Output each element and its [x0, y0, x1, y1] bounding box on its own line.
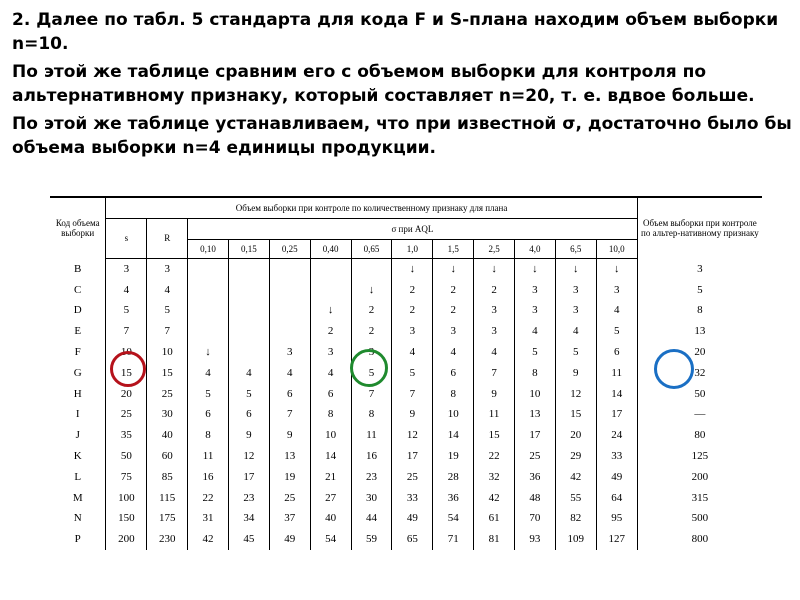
table-row [50, 300, 762, 321]
s-cell: 25 [106, 404, 147, 425]
value-cell: 3 [474, 321, 515, 342]
alt-cell: 315 [637, 487, 762, 508]
table-row [50, 383, 762, 404]
value-cell: 6 [596, 342, 637, 363]
value-cell: 2 [474, 279, 515, 300]
header-aql: 0,65 [351, 239, 392, 258]
value-cell: 82 [555, 508, 596, 529]
value-cell: 10 [310, 425, 351, 446]
value-cell: 6 [433, 362, 474, 383]
value-cell: 6 [188, 404, 229, 425]
value-cell: 22 [474, 446, 515, 467]
code-cell: P [74, 533, 81, 546]
value-cell [228, 342, 269, 363]
value-cell [188, 279, 229, 300]
value-cell: 7 [269, 404, 310, 425]
value-cell: 17 [515, 425, 556, 446]
value-cell: 33 [392, 487, 433, 508]
alt-cell: 80 [637, 425, 762, 446]
value-cell: 4 [433, 342, 474, 363]
value-cell: 36 [433, 487, 474, 508]
r-cell: 15 [147, 362, 188, 383]
r-cell: 115 [147, 487, 188, 508]
value-cell: 16 [351, 446, 392, 467]
r-cell: 40 [147, 425, 188, 446]
value-cell: 55 [555, 487, 596, 508]
code-cell: E [74, 325, 82, 338]
header-aql: 6,5 [555, 239, 596, 258]
value-cell: 23 [351, 466, 392, 487]
alt-cell: 8 [637, 300, 762, 321]
table-row [50, 487, 762, 508]
value-cell: 17 [596, 404, 637, 425]
value-cell: 8 [351, 404, 392, 425]
value-cell [351, 258, 392, 279]
code-cell: H [73, 387, 82, 400]
sample-size-table [50, 196, 762, 600]
value-cell: 9 [474, 383, 515, 404]
value-cell: 20 [555, 425, 596, 446]
value-cell: 8 [310, 404, 351, 425]
value-cell: 12 [555, 383, 596, 404]
value-cell: 5 [228, 383, 269, 404]
value-cell: 40 [310, 508, 351, 529]
value-cell: 8 [188, 425, 229, 446]
arrow-down-icon: ↓ [515, 258, 556, 279]
arrow-down-icon: ↓ [188, 342, 229, 363]
value-cell: 71 [433, 529, 474, 550]
alt-cell: 125 [637, 446, 762, 467]
s-cell: 35 [106, 425, 147, 446]
s-cell: 50 [106, 446, 147, 467]
alt-cell: 500 [637, 508, 762, 529]
table-row [50, 508, 762, 529]
value-cell: 3 [269, 342, 310, 363]
value-cell: 9 [269, 425, 310, 446]
value-cell: 42 [555, 466, 596, 487]
header-group: Объем выборки при контроле по количественному признаку для плана [106, 197, 637, 219]
alt-cell: 3 [637, 258, 762, 279]
value-cell: 8 [515, 362, 556, 383]
value-cell: 5 [515, 342, 556, 363]
highlight-circle-red [110, 351, 146, 387]
table-row [50, 466, 762, 487]
table-row [50, 258, 762, 279]
value-cell: 34 [228, 508, 269, 529]
value-cell: 25 [515, 446, 556, 467]
highlight-circle-green [350, 349, 388, 387]
value-cell [310, 258, 351, 279]
r-cell: 4 [147, 279, 188, 300]
value-cell [310, 279, 351, 300]
value-cell: 29 [555, 446, 596, 467]
code-cell: D [73, 304, 82, 317]
value-cell: 14 [433, 425, 474, 446]
s-cell: 100 [106, 487, 147, 508]
value-cell: 23 [228, 487, 269, 508]
s-cell: 10 [106, 342, 147, 363]
value-cell: 4 [515, 321, 556, 342]
table-row [50, 446, 762, 467]
value-cell: 9 [228, 425, 269, 446]
value-cell: 4 [269, 362, 310, 383]
value-cell: 2 [310, 321, 351, 342]
alt-cell: 20 [637, 342, 762, 363]
value-cell: 49 [392, 508, 433, 529]
value-cell: 3 [392, 321, 433, 342]
alt-cell: 50 [637, 383, 762, 404]
alt-cell: 13 [637, 321, 762, 342]
value-cell: 49 [596, 466, 637, 487]
header-aql: 10,0 [596, 239, 637, 258]
table-row [50, 279, 762, 300]
value-cell [188, 300, 229, 321]
value-cell: 14 [310, 446, 351, 467]
r-cell: 5 [147, 300, 188, 321]
r-cell: 25 [147, 383, 188, 404]
s-cell: 4 [106, 279, 147, 300]
value-cell: 15 [555, 404, 596, 425]
s-cell: 200 [106, 529, 147, 550]
value-cell: 13 [515, 404, 556, 425]
header-aql: 1,0 [392, 239, 433, 258]
value-cell: 28 [433, 466, 474, 487]
value-cell [188, 258, 229, 279]
r-cell: 175 [147, 508, 188, 529]
code-cell: L [74, 470, 82, 483]
value-cell: 3 [433, 321, 474, 342]
value-cell: 5 [555, 342, 596, 363]
table-row [50, 404, 762, 425]
value-cell: 8 [433, 383, 474, 404]
r-cell: 60 [147, 446, 188, 467]
r-cell: 10 [147, 342, 188, 363]
value-cell: 30 [351, 487, 392, 508]
value-cell: 10 [515, 383, 556, 404]
code-cell: C [74, 283, 82, 296]
value-cell: 12 [392, 425, 433, 446]
value-cell: 5 [596, 321, 637, 342]
s-cell: 20 [106, 383, 147, 404]
code-cell: G [73, 366, 82, 379]
value-cell: 3 [351, 342, 392, 363]
s-cell: 75 [106, 466, 147, 487]
r-cell: 3 [147, 258, 188, 279]
r-cell: 230 [147, 529, 188, 550]
value-cell: 2 [351, 321, 392, 342]
value-cell: 2 [392, 300, 433, 321]
header-aql: 0,15 [228, 239, 269, 258]
value-cell: 15 [474, 425, 515, 446]
paragraph-1: 2. Далее по табл. 5 стандарта для кода F и S-плана находим объем выборки n=10. [12, 10, 779, 54]
value-cell: 16 [188, 466, 229, 487]
value-cell: 3 [596, 279, 637, 300]
value-cell: 61 [474, 508, 515, 529]
arrow-down-icon: ↓ [555, 258, 596, 279]
code-cell: J [75, 429, 80, 442]
header-aql: 2,5 [474, 239, 515, 258]
value-cell: 109 [555, 529, 596, 550]
value-cell: 3 [515, 300, 556, 321]
code-cell: N [73, 512, 82, 525]
arrow-down-icon: ↓ [474, 258, 515, 279]
value-cell: 9 [555, 362, 596, 383]
s-cell: 150 [106, 508, 147, 529]
value-cell: 49 [269, 529, 310, 550]
value-cell: 65 [392, 529, 433, 550]
value-cell [228, 258, 269, 279]
value-cell: 4 [310, 362, 351, 383]
value-cell: 21 [310, 466, 351, 487]
header-aql: 0,25 [269, 239, 310, 258]
highlight-circle-blue [654, 349, 694, 389]
value-cell: 3 [515, 279, 556, 300]
value-cell: 2 [433, 279, 474, 300]
value-cell: 44 [351, 508, 392, 529]
value-cell: 17 [228, 466, 269, 487]
code-cell: F [74, 346, 81, 359]
value-cell: 42 [188, 529, 229, 550]
arrow-down-icon: ↓ [310, 300, 351, 321]
value-cell: 12 [228, 446, 269, 467]
value-cell: 4 [392, 342, 433, 363]
r-cell: 85 [147, 466, 188, 487]
code-cell: K [73, 450, 82, 463]
value-cell: 127 [596, 529, 637, 550]
value-cell: 3 [555, 279, 596, 300]
value-cell: 45 [228, 529, 269, 550]
value-cell: 54 [310, 529, 351, 550]
table-row [50, 321, 762, 342]
r-cell: 7 [147, 321, 188, 342]
value-cell: 2 [351, 300, 392, 321]
arrow-down-icon: ↓ [596, 258, 637, 279]
paragraph-3: По этой же таблице устанавливаем, что при известной σ, достаточно было бы объема выборки n=4 единицы продукции. [12, 114, 792, 158]
value-cell: 6 [310, 383, 351, 404]
value-cell [269, 300, 310, 321]
s-cell: 5 [106, 300, 147, 321]
value-cell [228, 300, 269, 321]
value-cell: 93 [515, 529, 556, 550]
value-cell: 3 [310, 342, 351, 363]
value-cell: 19 [433, 446, 474, 467]
header-code: Код объема выборки [50, 197, 106, 258]
value-cell: 13 [269, 446, 310, 467]
code-cell: B [74, 262, 82, 275]
table-row [50, 425, 762, 446]
value-cell: 64 [596, 487, 637, 508]
header-aql: 0,40 [310, 239, 351, 258]
value-cell: 42 [474, 487, 515, 508]
text-block [12, 8, 792, 164]
value-cell [188, 321, 229, 342]
value-cell: 25 [269, 487, 310, 508]
value-cell [269, 258, 310, 279]
value-cell: 14 [596, 383, 637, 404]
value-cell: 17 [392, 446, 433, 467]
value-cell: 27 [310, 487, 351, 508]
value-cell: 2 [433, 300, 474, 321]
s-cell: 7 [106, 321, 147, 342]
value-cell: 22 [188, 487, 229, 508]
value-cell: 7 [392, 383, 433, 404]
value-cell: 37 [269, 508, 310, 529]
value-cell: 4 [474, 342, 515, 363]
value-cell: 3 [555, 300, 596, 321]
r-cell: 30 [147, 404, 188, 425]
alt-cell: — [637, 404, 762, 425]
value-cell: 11 [474, 404, 515, 425]
value-cell: 4 [596, 300, 637, 321]
code-cell: I [75, 408, 80, 421]
value-cell: 95 [596, 508, 637, 529]
value-cell: 32 [474, 466, 515, 487]
alt-cell: 32 [637, 362, 762, 383]
value-cell: 81 [474, 529, 515, 550]
value-cell: 11 [351, 425, 392, 446]
alt-cell: 800 [637, 529, 762, 550]
alt-cell: 5 [637, 279, 762, 300]
value-cell: 36 [515, 466, 556, 487]
value-cell: 54 [433, 508, 474, 529]
value-cell: 6 [269, 383, 310, 404]
arrow-down-icon: ↓ [351, 279, 392, 300]
value-cell: 5 [392, 362, 433, 383]
value-cell: 2 [392, 279, 433, 300]
s-cell: 15 [106, 362, 147, 383]
code-cell: M [72, 491, 83, 504]
header-s: s [106, 219, 147, 259]
value-cell: 70 [515, 508, 556, 529]
value-cell: 59 [351, 529, 392, 550]
header-aql: 1,5 [433, 239, 474, 258]
arrow-down-icon: ↓ [433, 258, 474, 279]
value-cell: 48 [515, 487, 556, 508]
value-cell [228, 321, 269, 342]
header-aql: 0,10 [188, 239, 229, 258]
value-cell: 9 [392, 404, 433, 425]
value-cell: 5 [188, 383, 229, 404]
value-cell: 11 [596, 362, 637, 383]
value-cell: 7 [351, 383, 392, 404]
value-cell: 19 [269, 466, 310, 487]
value-cell: 5 [351, 362, 392, 383]
value-cell: 3 [474, 300, 515, 321]
value-cell [269, 279, 310, 300]
value-cell: 4 [555, 321, 596, 342]
value-cell: 33 [596, 446, 637, 467]
alt-cell: 200 [637, 466, 762, 487]
arrow-down-icon: ↓ [392, 258, 433, 279]
s-cell: 3 [106, 258, 147, 279]
value-cell: 6 [228, 404, 269, 425]
header-sigma: σ при AQL [188, 219, 638, 240]
value-cell: 10 [433, 404, 474, 425]
value-cell: 7 [474, 362, 515, 383]
header-r: R [147, 219, 188, 259]
table-row [50, 529, 762, 550]
value-cell: 4 [228, 362, 269, 383]
value-cell: 4 [188, 362, 229, 383]
paragraph-2: По этой же таблице сравним его с объемом выборки для контроля по альтернативному признаку, который составляет n=20, т. е. вдвое больше. [12, 62, 755, 106]
value-cell: 11 [188, 446, 229, 467]
header-aql: 4,0 [515, 239, 556, 258]
value-cell: 24 [596, 425, 637, 446]
header-alt: Объем выборки при контроле по альтер-нативному признаку [637, 197, 762, 258]
value-cell: 31 [188, 508, 229, 529]
value-cell [228, 279, 269, 300]
value-cell [269, 321, 310, 342]
value-cell: 25 [392, 466, 433, 487]
